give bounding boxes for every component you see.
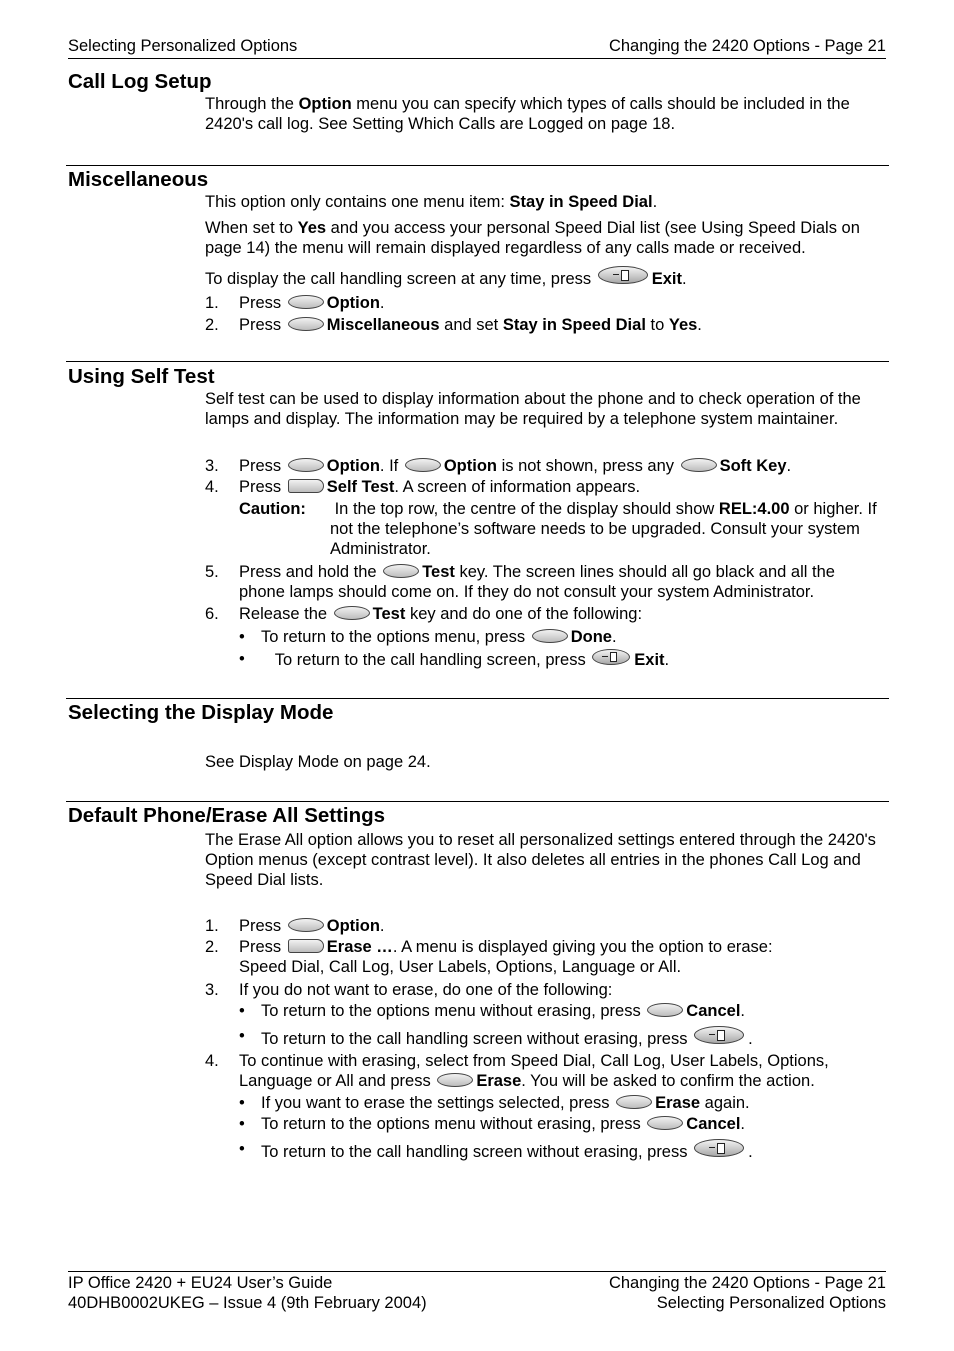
footer-right <box>609 1273 886 1313</box>
footer-issue: 40DHB0002UKEG – Issue 4 (9th February 2004) <box>68 1294 427 1312</box>
soft-key-icon <box>532 629 568 643</box>
misc-paragraph-1: This option only contains one menu item: Stay in Speed Dial. <box>205 193 658 211</box>
section-divider <box>66 698 889 699</box>
soft-key-icon <box>288 458 324 472</box>
soft-key-icon <box>616 1095 652 1109</box>
section-divider <box>66 801 889 802</box>
soft-key-icon <box>288 918 324 932</box>
misc-paragraph-2: When set to Yes and you access your personal Speed Dial list (see Using Speed Dials on page 14) the menu will remain displayed regardless of any calls made or received. <box>205 219 860 257</box>
soft-key-icon <box>647 1003 683 1017</box>
soft-key-icon <box>288 479 324 493</box>
section-divider <box>66 361 889 362</box>
misc-paragraph-3: To display the call handling screen at any time, press Exit. <box>205 266 885 289</box>
soft-key-icon <box>288 295 324 309</box>
footer-left <box>68 1273 427 1313</box>
exit-key-icon <box>592 649 630 665</box>
heading-using-self-test: Using Self Test <box>68 365 215 388</box>
header-right: Changing the 2420 Options - Page 21 <box>608 37 886 55</box>
heading-call-log-setup: Call Log Setup <box>68 70 212 93</box>
display-mode-text: See Display Mode on page 24. <box>205 753 431 771</box>
erase-intro: The Erase All option allows you to reset all personalized settings entered through the 2420's Option menus (except contrast level). It also deletes all entries in the phones Call Log and Speed Dial lists. <box>205 831 876 889</box>
exit-key-icon <box>598 266 648 284</box>
footer-page: Changing the 2420 Options - Page 21 <box>608 1274 886 1292</box>
footer-section: Selecting Personalized Options <box>656 1294 886 1312</box>
section-divider <box>66 165 889 166</box>
soft-key-icon <box>437 1073 473 1087</box>
header-left: Selecting Personalized Options <box>68 37 298 55</box>
call-log-paragraph: Through the Option menu you can specify which types of calls should be included in the 2420's call log. See Setting Which Calls are Logged on page 18. <box>205 95 850 133</box>
soft-key-icon <box>405 458 441 472</box>
heading-erase-all-settings: Default Phone/Erase All Settings <box>68 804 386 827</box>
footer-guide-title: IP Office 2420 + EU24 User’s Guide <box>68 1274 333 1292</box>
heading-miscellaneous: Miscellaneous <box>68 168 209 191</box>
page-header <box>68 36 886 59</box>
caution-label: Caution: <box>239 500 306 518</box>
footer-divider <box>68 1271 886 1272</box>
soft-key-icon <box>681 458 717 472</box>
heading-selecting-display-mode: Selecting the Display Mode <box>68 701 334 724</box>
self-test-intro: Self test can be used to display information about the phone and to check operation of the lamps and display. The information may be required by a telephone system maintainer. <box>205 390 861 428</box>
exit-key-icon <box>694 1139 744 1157</box>
caution-text: In the top row, the centre of the display should show REL:4.00 or higher. If not the telephone’s software needs to be upgraded. Consult your system Administrator. <box>330 500 877 558</box>
soft-key-icon <box>383 564 419 578</box>
soft-key-icon <box>288 939 324 953</box>
soft-key-icon <box>334 606 370 620</box>
soft-key-icon <box>288 317 324 331</box>
exit-key-icon <box>694 1026 744 1044</box>
soft-key-icon <box>647 1116 683 1130</box>
